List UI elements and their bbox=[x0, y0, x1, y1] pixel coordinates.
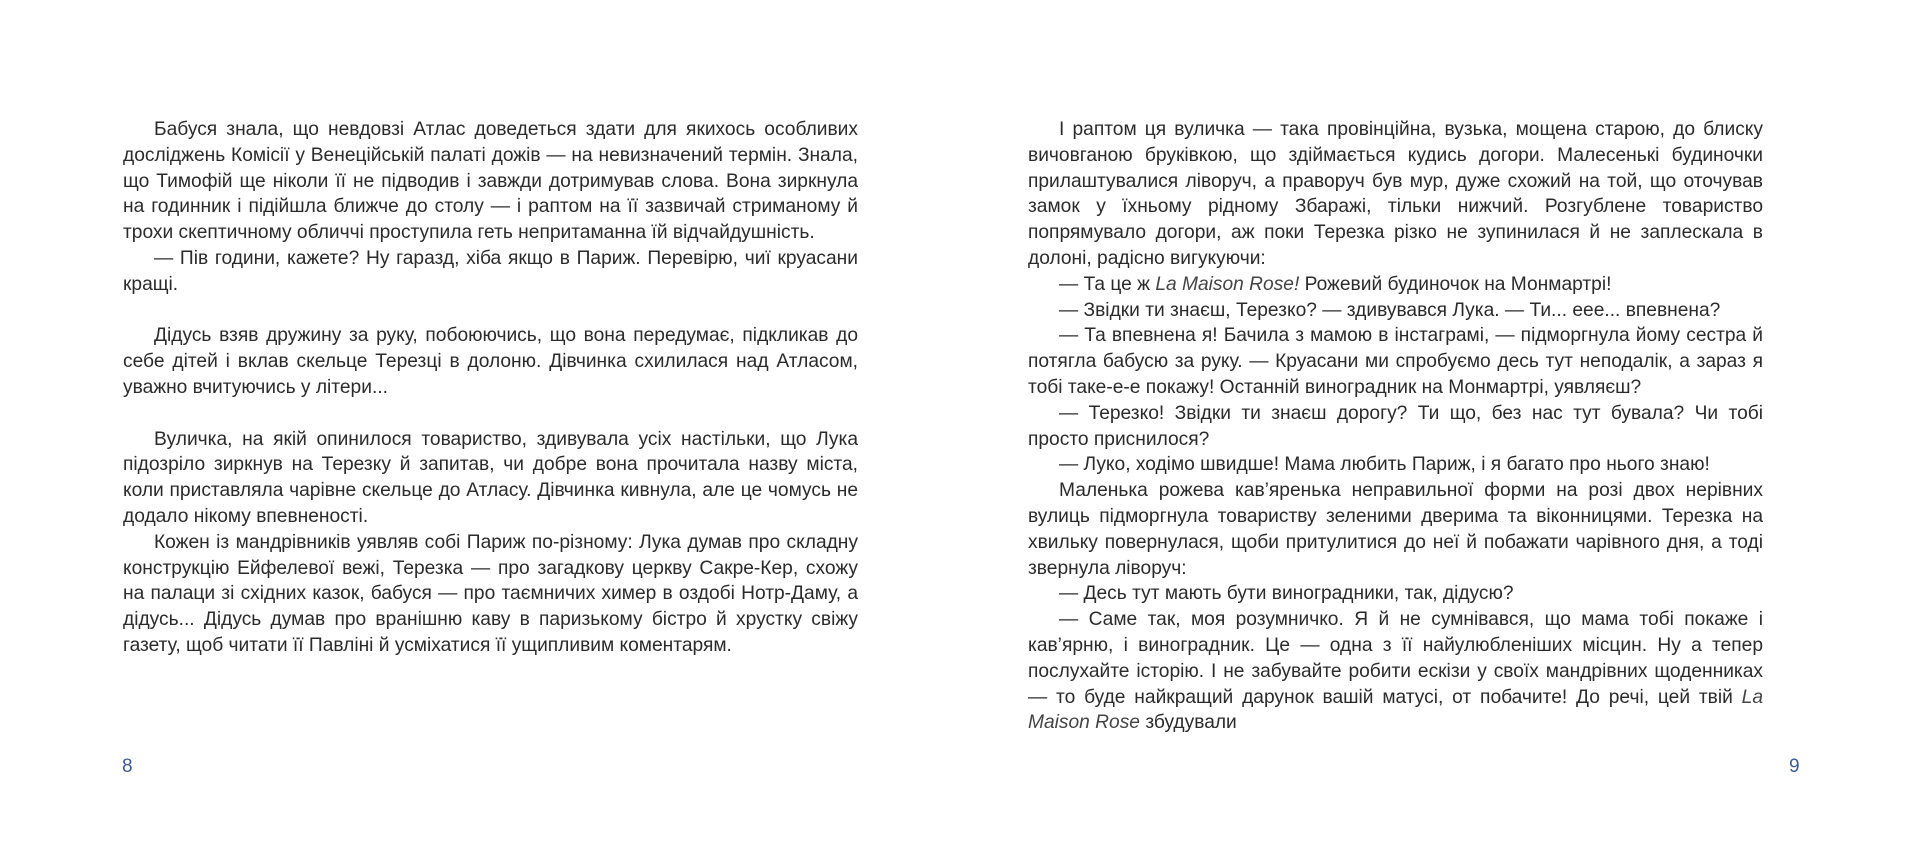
book-title-italic: La Maison Rose! bbox=[1155, 273, 1300, 295]
paragraph: — Луко, ходімо швидше! Мама любить Париж, і я багато про нього знаю! bbox=[1059, 454, 1710, 476]
paragraph: Дідусь взяв дружину за руку, побоюючись, що вона передумає, підкликав до себе дітей і вклав скельце Терезці в долоню. Дівчинка схилилася над Атласом, уважно вчитуючись у літери... bbox=[123, 325, 858, 398]
right-page bbox=[960, 0, 1920, 846]
dialogue-text: — Та це ж bbox=[1059, 273, 1156, 295]
page-number: 8 bbox=[122, 756, 133, 777]
paragraph-gap bbox=[123, 298, 858, 324]
paragraph bbox=[1028, 272, 1763, 298]
dialogue-text: збудували bbox=[1139, 712, 1237, 734]
paragraph: — Терезко! Звідки ти знаєш дорогу? Ти що, без нас тут бувала? Чи тобі просто приснилося? bbox=[1028, 402, 1763, 450]
paragraph: — Десь тут мають бути виноградники, так, дідусю? bbox=[1059, 583, 1514, 605]
paragraph: — Та впевнена я! Бачила з мамою в інстаграмі, — підморгнула йому сестра й потягла бабусю за руку. — Круасани ми спробуємо десь тут неподалік, а зараз я тобі таке-е-е покажу! Останній виноградник на Монмартрі, уявляєш? bbox=[1028, 325, 1763, 398]
paragraph: Маленька рожева кав’яренька неправильної форми на розі двох нерівних вулиць підморгнула товариству зеленими дверима та віконницями. Терезка на хвильку повернулася, щоби притулитися до неї й побажати чарівного дня, а тоді звернула ліворуч: bbox=[1028, 480, 1763, 579]
paragraph: І раптом ця вуличка — така провінційна, вузька, мощена старою, до блиску вичовганою бруківкою, що здіймається кудись догори. Малесенькі будиночки прилаштувалися ліворуч, а праворуч був мур, дуже схожий на той, що оточував замок у їхньому рідному Збаражі, тільки нижчий. Розгублене товариство попрямувало догори, аж поки Терезка різко не зупинилася й не заплескала в долоні, радісно вигукуючи: bbox=[1028, 119, 1763, 269]
book-title-italic: La Maison Rose bbox=[1028, 686, 1763, 734]
paragraph: Бабуся знала, що невдовзі Атлас доведеться здати для якихось особливих досліджень Комісії у Венеційській палаті дожів — на невизначений термін. Знала, що Тимофій ще ніколи її не підводив і завжди дотримував слова. Вона зиркнула на годинник і підійшла ближче до столу — і раптом на її зазвичай стриманому й трохи скептичному обличчі проступила геть непритаманна їй відчайдушність. bbox=[123, 119, 858, 244]
paragraph: Кожен із мандрівників уявляв собі Париж по-різному: Лука думав про складну конструкцію Ейфелевої вежі, Терезка — про загадкову церкву Сакре-Кер, схожу на палаци зі східних казок, бабуся — про таємничих химер в оздобі Нотр-Даму, а дідусь... Дідусь думав про вранішню каву в паризькому бістро й хрустку свіжу газету, щоб читати її Павліні й усміхатися її ущипливим коментарям. bbox=[123, 531, 858, 656]
page-number: 9 bbox=[1789, 756, 1800, 777]
left-page-text bbox=[123, 117, 858, 659]
dialogue-text: — Саме так, моя розумничко. Я й не сумнівався, що мама тобі покаже і кав’ярню, і виноградник. Це — одна з її найулюбленіших місцин. Ну а тепер послухайте історію. І не забувайте робити ескізи у своїх мандрівних щоденниках — то буде найкращий дарунок вашій матусі, от побачите! До речі, цей твій bbox=[1028, 609, 1763, 708]
dialogue-text: Рожевий будиночок на Монмартрі! bbox=[1299, 273, 1612, 295]
paragraph: — Пів години, кажете? Ну гаразд, хіба якщо в Париж. Перевірю, чиї круасани кращі. bbox=[123, 247, 858, 295]
right-page-text bbox=[1028, 117, 1763, 736]
paragraph bbox=[1028, 607, 1763, 736]
paragraph-gap bbox=[123, 401, 858, 427]
paragraph: Вуличка, на якій опинилося товариство, здивувала усіх настільки, що Лука підозріло зиркнув на Терезку й запитав, чи добре вона прочитала назву міста, коли приставляла чарівне скельце до Атласу. Дівчинка кивнула, але це чомусь не додало нікому впевненості. bbox=[123, 428, 858, 527]
paragraph: — Звідки ти знаєш, Терезко? — здивувався Лука. — Ти... еее... впевнена? bbox=[1059, 299, 1721, 321]
